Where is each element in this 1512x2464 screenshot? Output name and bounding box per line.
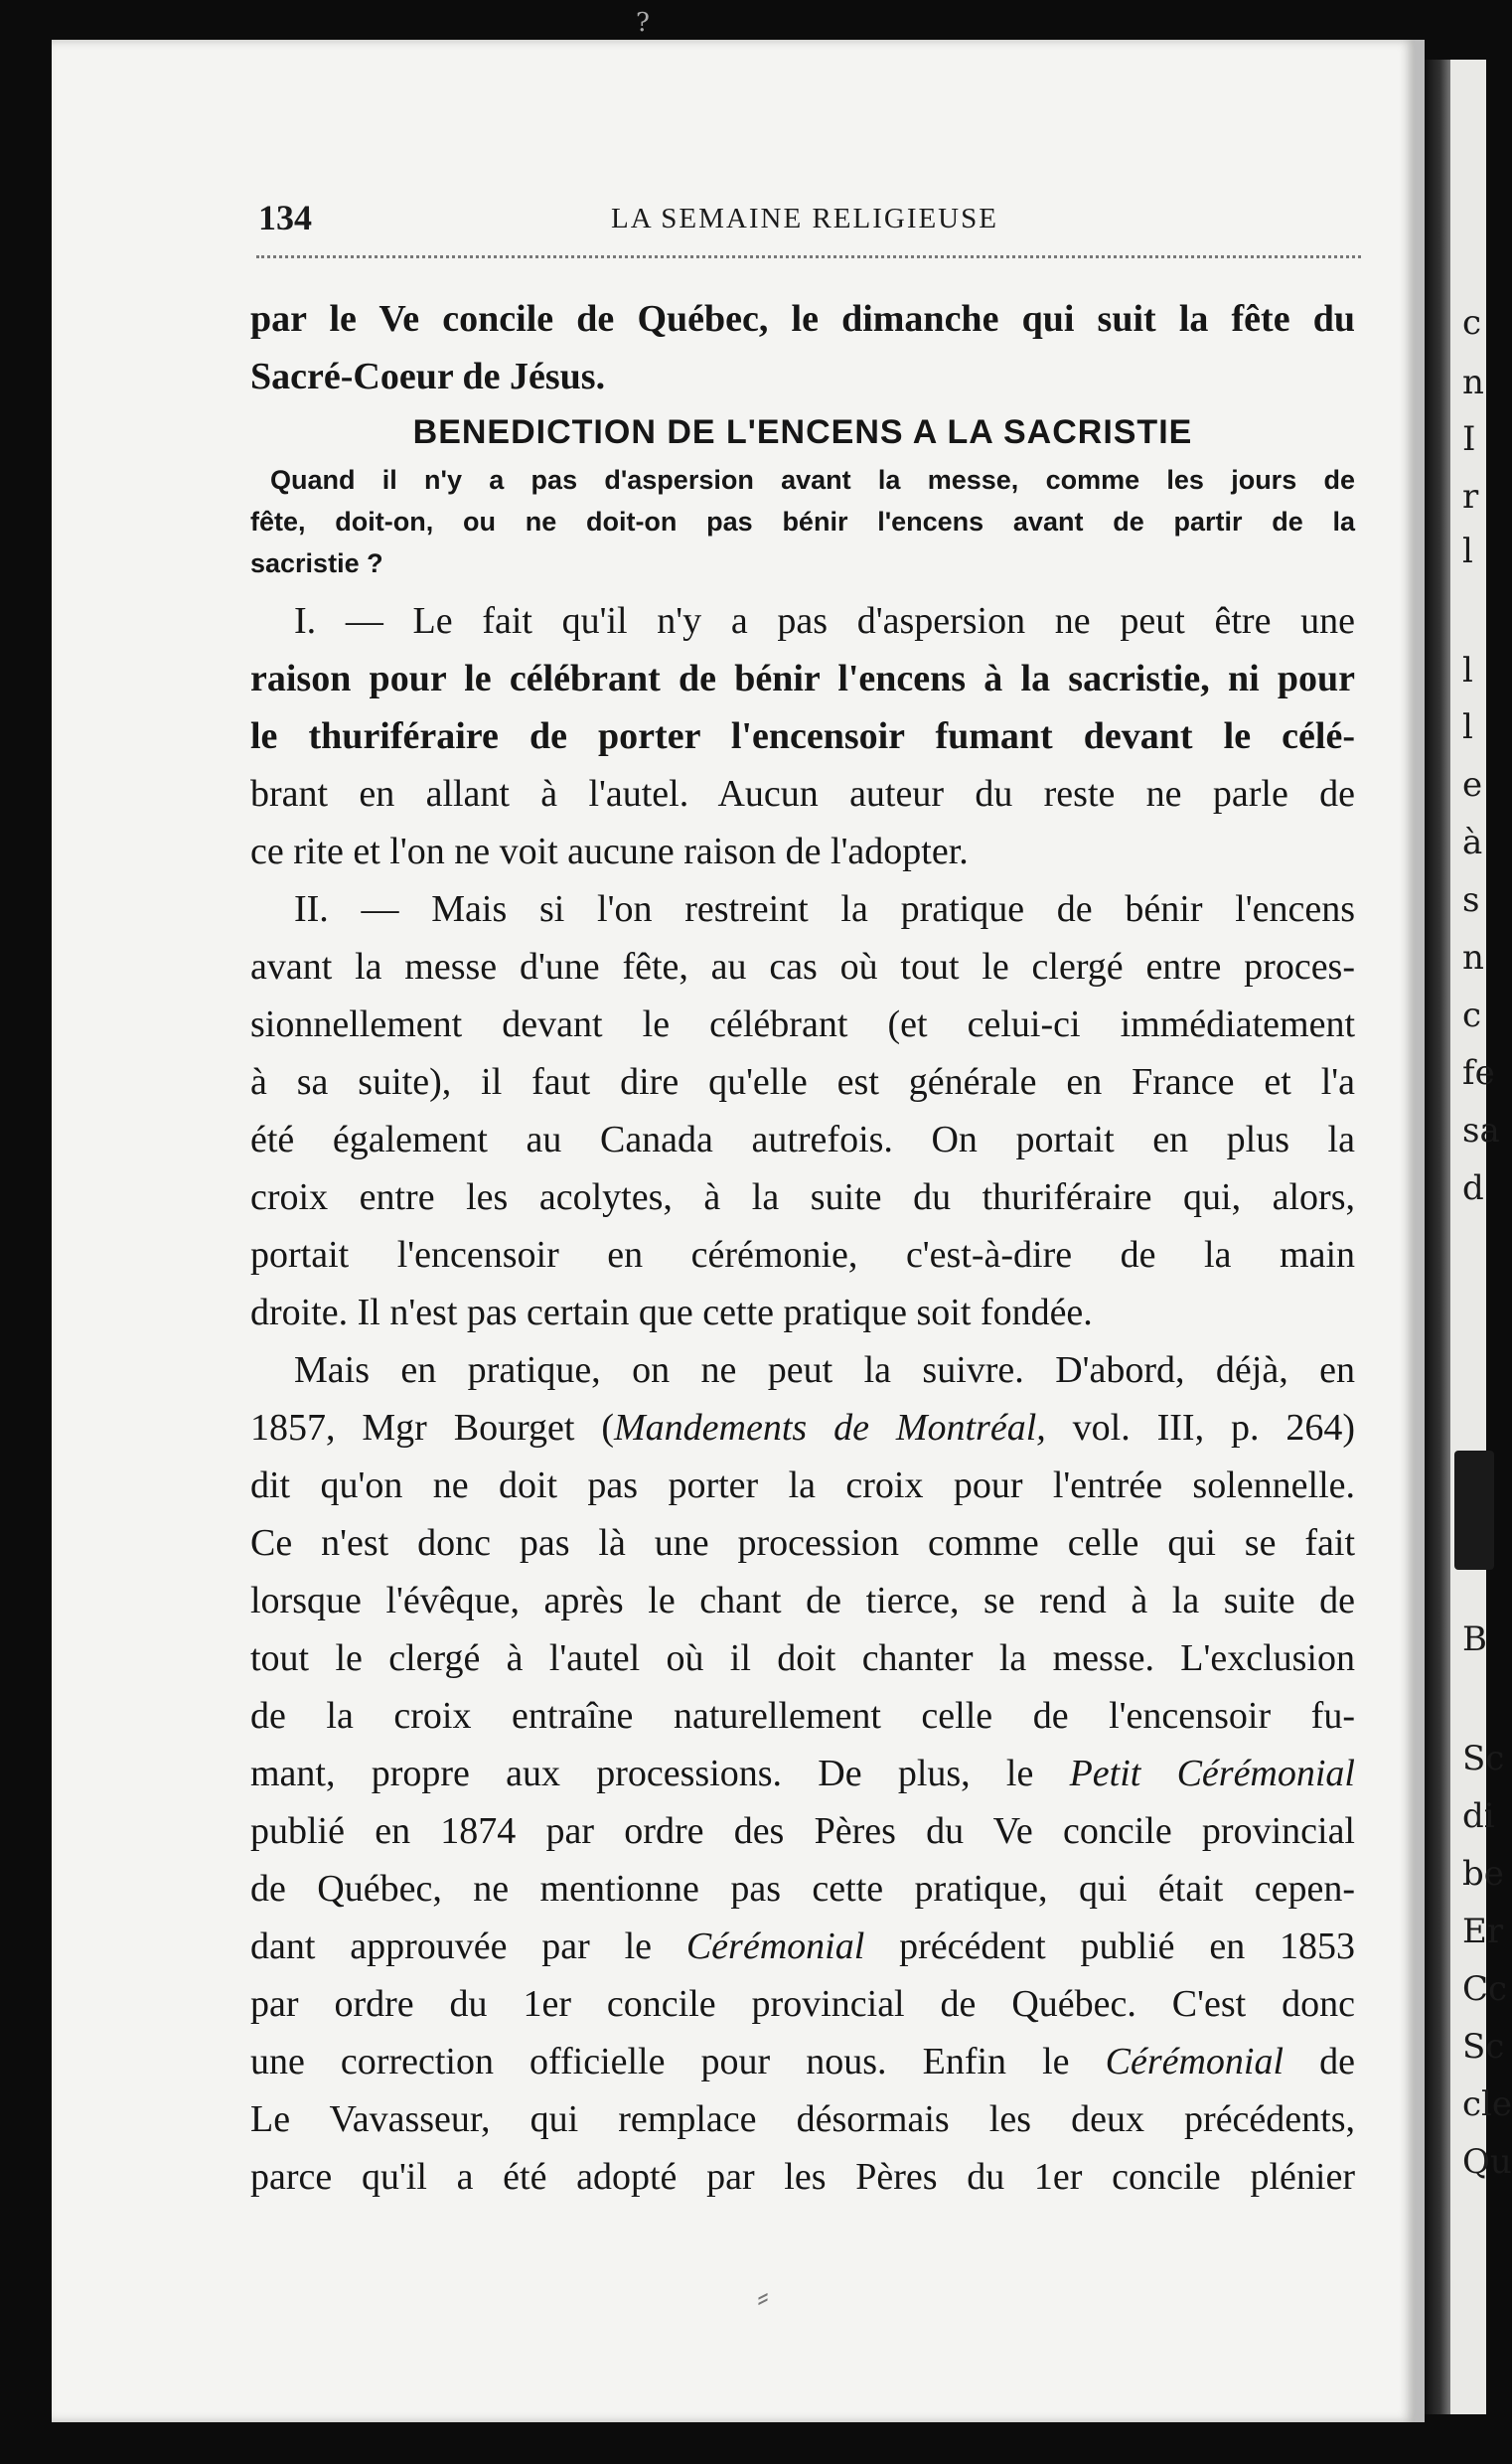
text-run: de (1284, 2041, 1355, 2082)
italic-title: Cérémonial (685, 1925, 865, 1967)
adjacent-text-fragment: sa (1462, 1111, 1500, 1151)
paragraph-line: Ce n'est donc pas là une procession comme celle qui se fait (250, 1522, 1355, 1564)
paragraph-line: par ordre du 1er concile provincial de Québec. C'est donc (250, 1983, 1355, 2025)
paragraph-line: de Québec, ne mentionne pas cette pratique, qui était cepen- (250, 1868, 1355, 1910)
running-title: LA SEMAINE RELIGIEUSE (611, 203, 998, 234)
adjacent-text-fragment: l (1462, 532, 1473, 571)
adjacent-text-fragment: fe (1462, 1053, 1495, 1093)
adjacent-text-fragment: Cc (1462, 1969, 1508, 2009)
text-run: précédent publié en 1853 (864, 1925, 1355, 1967)
adjacent-text-fragment: l (1462, 651, 1473, 691)
paragraph-line (250, 1745, 1355, 1802)
paragraph-line: tout le clergé à l'autel où il doit chanter la messe. L'exclusion (250, 1637, 1355, 1679)
paragraph-line: ce rite et l'on ne voit aucune raison de l'adopter. (250, 831, 969, 872)
text-run: dant approuvée par le (250, 1925, 686, 1967)
adjacent-text-fragment: be (1462, 1854, 1504, 1894)
scan-artifact-mark: ? (636, 8, 650, 38)
paragraph-line: I. — Le fait qu'il n'y a pas d'aspersion ne peut être une (294, 600, 1355, 642)
text-run: 1857, Mgr Bourget ( (250, 1407, 615, 1449)
adjacent-text-fragment: à (1462, 823, 1483, 862)
paragraph-line: le thuriféraire de porter l'encensoir fumant devant le célé- (250, 715, 1355, 757)
paragraph-line: Le Vavasseur, qui remplace désormais les deux précédents, (250, 2098, 1355, 2140)
text-run: une correction officielle pour nous. Enfin le (250, 2041, 1106, 2082)
italic-title: Mandements de Montréal, (614, 1407, 1046, 1449)
paragraph-line: parce qu'il a été adopté par les Pères du 1er concile plénier (250, 2156, 1355, 2198)
adjacent-text-fragment: cle (1462, 2084, 1512, 2124)
paragraph-line (250, 1399, 1355, 1457)
adjacent-ornament (1454, 1451, 1494, 1570)
adjacent-text-fragment: Qu (1462, 2142, 1512, 2182)
italic-title: Petit Cérémonial (1069, 1753, 1355, 1794)
paragraph-line: croix entre les acolytes, à la suite du thuriféraire qui, alors, (250, 1176, 1355, 1218)
paragraph-line: brant en allant à l'autel. Aucun auteur du reste ne parle de (250, 773, 1355, 815)
text-line: par le Ve concile de Québec, le dimanche qui suit la fête du (250, 298, 1355, 340)
adjacent-text-fragment: di (1462, 1796, 1495, 1836)
paragraph-line: droite. Il n'est pas certain que cette pratique soit fondée. (250, 1292, 1093, 1333)
paragraph-line: à sa suite), il faut dire qu'elle est générale en France et l'a (250, 1061, 1355, 1103)
page-edge (1415, 40, 1425, 2422)
page-number: 134 (258, 198, 312, 237)
italic-title: Cérémonial (1105, 2041, 1285, 2082)
text-run: mant, propre aux processions. De plus, le (250, 1753, 1070, 1794)
paragraph-line: lorsque l'évêque, après le chant de tierce, se rend à la suite de (250, 1580, 1355, 1621)
adjacent-page-fragment (1425, 60, 1512, 2414)
paragraph-line: sionnellement devant le célébrant (et celui-ci immédiatement (250, 1003, 1355, 1045)
paragraph-line: portait l'encensoir en cérémonie, c'est-à-dire de la main (250, 1234, 1355, 1276)
paragraph-line (250, 2033, 1355, 2090)
adjacent-text-fragment: Er (1462, 1912, 1504, 1951)
adjacent-text-fragment: n (1462, 363, 1484, 402)
book-spine-shadow (1425, 60, 1450, 2414)
adjacent-text-fragment: n (1462, 938, 1484, 978)
header-rule (256, 255, 1361, 258)
adjacent-text-fragment: c (1462, 303, 1482, 343)
paragraph-line: dit qu'on ne doit pas porter la croix pour l'entrée solennelle. (250, 1464, 1355, 1506)
page-header (258, 197, 1361, 246)
paragraph-line: de la croix entraîne naturellement celle de l'encensoir fu- (250, 1695, 1355, 1737)
adjacent-text-fragment: I (1462, 419, 1476, 459)
adjacent-text-fragment: Sc (1462, 1739, 1505, 1778)
adjacent-text-fragment: l (1462, 707, 1473, 747)
text-run: vol. III, p. 264) (1045, 1407, 1355, 1449)
adjacent-text-fragment: B (1462, 1619, 1487, 1659)
paragraph-line: avant la messe d'une fête, au cas où tout le clergé entre proces- (250, 946, 1355, 988)
section-heading: BENEDICTION DE L'ENCENS A LA SACRISTIE (412, 413, 1193, 451)
paragraph-line (250, 1918, 1355, 1975)
paragraph-line: Mais en pratique, on ne peut la suivre. D'abord, déjà, en (294, 1349, 1355, 1391)
adjacent-text-fragment: d (1462, 1168, 1484, 1208)
paragraph-line: raison pour le célébrant de bénir l'encens à la sacristie, ni pour (250, 658, 1355, 699)
page-body (250, 290, 1355, 2206)
question-line: fête, doit-on, ou ne doit-on pas bénir l'encens avant de partir de la (250, 507, 1355, 537)
question-line: Quand il n'y a pas d'aspersion avant la messe, comme les jours de (270, 465, 1355, 495)
paragraph-line: II. — Mais si l'on restreint la pratique de bénir l'encens (294, 888, 1355, 930)
adjacent-text-fragment: Sc (1462, 2027, 1505, 2067)
paragraph-line: été également au Canada autrefois. On portait en plus la (250, 1119, 1355, 1160)
adjacent-text-fragment: r (1462, 477, 1479, 517)
paragraph-line: publié en 1874 par ordre des Pères du Ve concile provincial (250, 1810, 1355, 1852)
adjacent-text-fragment: e (1462, 765, 1483, 805)
adjacent-text-fragment: s (1462, 880, 1480, 920)
text-line: Sacré-Coeur de Jésus. (250, 356, 606, 397)
scan-artifact-mark: ⸗ (757, 2276, 769, 2317)
question-line: sacristie ? (250, 548, 383, 578)
adjacent-text-fragment: c (1462, 996, 1482, 1035)
